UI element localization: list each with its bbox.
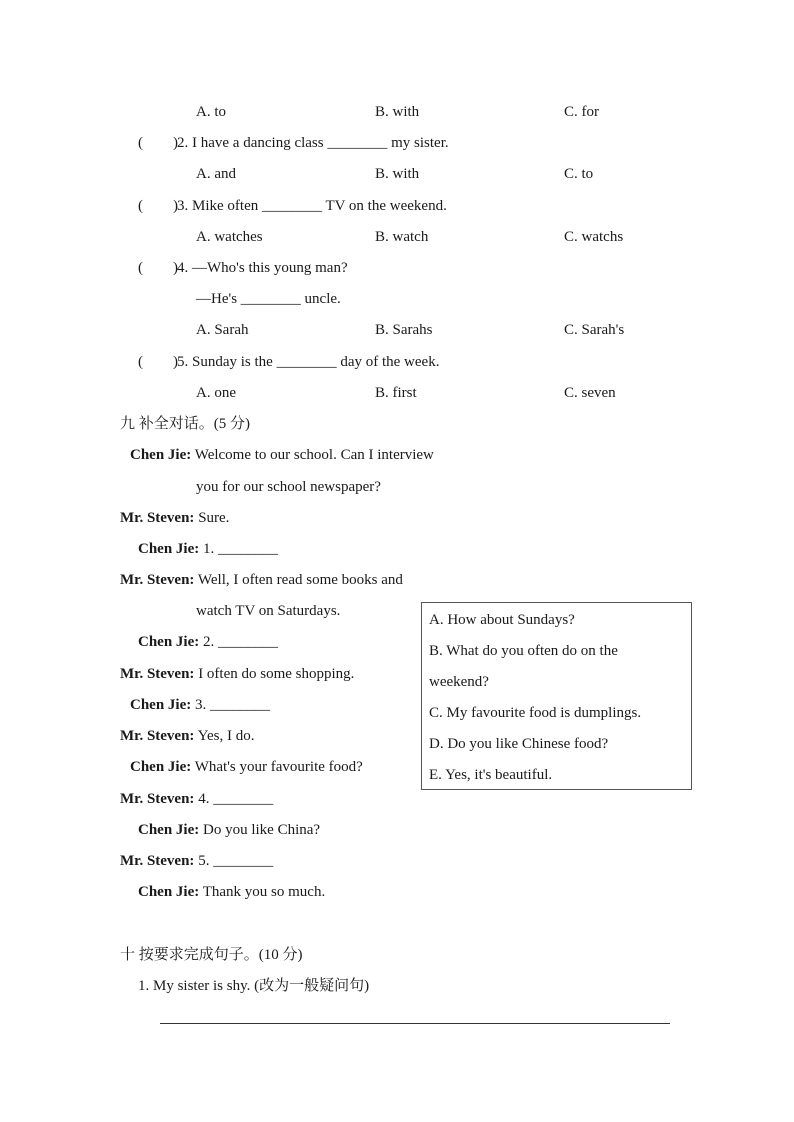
- section-10-heading: 十 按要求完成句子。(10 分): [120, 947, 303, 963]
- dialogue-line-cont: watch TV on Saturdays.: [196, 603, 341, 619]
- option-c: C. seven: [564, 385, 616, 401]
- blank-2[interactable]: 2. ________: [203, 634, 278, 650]
- question-stem-reply: —He's ________ uncle.: [196, 291, 341, 307]
- box-option-b-cont: weekend?: [429, 674, 489, 690]
- option-b: B. watch: [375, 229, 429, 245]
- dialogue-line: [138, 540, 278, 558]
- dialogue-line: [120, 852, 273, 870]
- speaker: Mr. Steven:: [120, 572, 195, 588]
- line-text: Sure.: [198, 510, 230, 526]
- dialogue-line: [120, 571, 403, 589]
- section-9-heading: 九 补全对话。(5 分): [120, 416, 250, 432]
- dialogue-line: [120, 790, 273, 808]
- option-c: C. watchs: [564, 229, 624, 245]
- line-text: Yes, I do.: [197, 728, 255, 744]
- dialogue-line: [130, 446, 434, 464]
- question-stem: 5. Sunday is the ________ day of the week.: [177, 354, 440, 370]
- speaker: Chen Jie:: [130, 697, 192, 713]
- speaker: Chen Jie:: [138, 541, 200, 557]
- answer-paren[interactable]: ( ): [138, 198, 178, 214]
- dialogue-line: [130, 758, 363, 776]
- speaker: Chen Jie:: [138, 884, 200, 900]
- line-text: I often do some shopping.: [198, 666, 355, 682]
- option-b: B. with: [375, 166, 420, 182]
- answer-paren[interactable]: ( ): [138, 354, 178, 370]
- speaker: Chen Jie:: [130, 759, 192, 775]
- q1-option-c: C. for: [564, 104, 599, 120]
- line-text: Well, I often read some books and: [197, 572, 403, 588]
- question-stem: 2. I have a dancing class ________ my sister.: [177, 135, 449, 151]
- question-stem: 4. —Who's this young man?: [177, 260, 348, 276]
- speaker: Mr. Steven:: [120, 666, 195, 682]
- dialogue-line: [138, 883, 325, 901]
- box-option-c: C. My favourite food is dumplings.: [429, 705, 642, 721]
- dialogue-line: [120, 727, 254, 745]
- blank-5[interactable]: 5. ________: [198, 853, 274, 869]
- dialogue-line: [120, 665, 354, 683]
- speaker: Mr. Steven:: [120, 791, 195, 807]
- dialogue-line: [130, 696, 270, 714]
- line-text: Welcome to our school. Can I interview: [194, 447, 434, 463]
- q1-option-b: B. with: [375, 104, 420, 120]
- answer-paren[interactable]: ( ): [138, 260, 178, 276]
- section-10-item-1: 1. My sister is shy. (改为一般疑问句): [138, 978, 370, 994]
- line-text: Do you like China?: [203, 822, 321, 838]
- blank-1[interactable]: 1. ________: [203, 541, 278, 557]
- option-c: C. to: [564, 166, 594, 182]
- option-b: B. first: [375, 385, 417, 401]
- option-c: C. Sarah's: [564, 322, 625, 338]
- dialogue-line: [138, 821, 320, 839]
- speaker: Mr. Steven:: [120, 510, 195, 526]
- answer-paren[interactable]: ( ): [138, 135, 178, 151]
- speaker: Mr. Steven:: [120, 853, 195, 869]
- speaker: Chen Jie:: [130, 447, 192, 463]
- dialogue-line-cont: you for our school newspaper?: [196, 479, 381, 495]
- blank-3[interactable]: 3. ________: [195, 697, 270, 713]
- dialogue-line: [120, 509, 229, 527]
- options-box: [421, 602, 692, 790]
- question-stem: 3. Mike often ________ TV on the weekend.: [177, 198, 447, 214]
- speaker: Chen Jie:: [138, 634, 200, 650]
- box-option-b: B. What do you often do on the: [429, 643, 618, 659]
- option-a: A. and: [196, 166, 236, 182]
- box-option-d: D. Do you like Chinese food?: [429, 736, 609, 752]
- option-a: A. Sarah: [196, 322, 249, 338]
- box-option-a: A. How about Sundays?: [429, 612, 575, 628]
- answer-line[interactable]: [160, 1023, 670, 1024]
- option-a: A. watches: [196, 229, 263, 245]
- option-b: B. Sarahs: [375, 322, 433, 338]
- line-text: Thank you so much.: [202, 884, 326, 900]
- speaker: Mr. Steven:: [120, 728, 195, 744]
- line-text: What's your favourite food?: [194, 759, 363, 775]
- dialogue-line: [138, 633, 278, 651]
- box-option-e: E. Yes, it's beautiful.: [429, 767, 553, 783]
- q1-option-a: A. to: [196, 104, 226, 120]
- blank-4[interactable]: 4. ________: [198, 791, 274, 807]
- option-a: A. one: [196, 385, 236, 401]
- speaker: Chen Jie:: [138, 822, 200, 838]
